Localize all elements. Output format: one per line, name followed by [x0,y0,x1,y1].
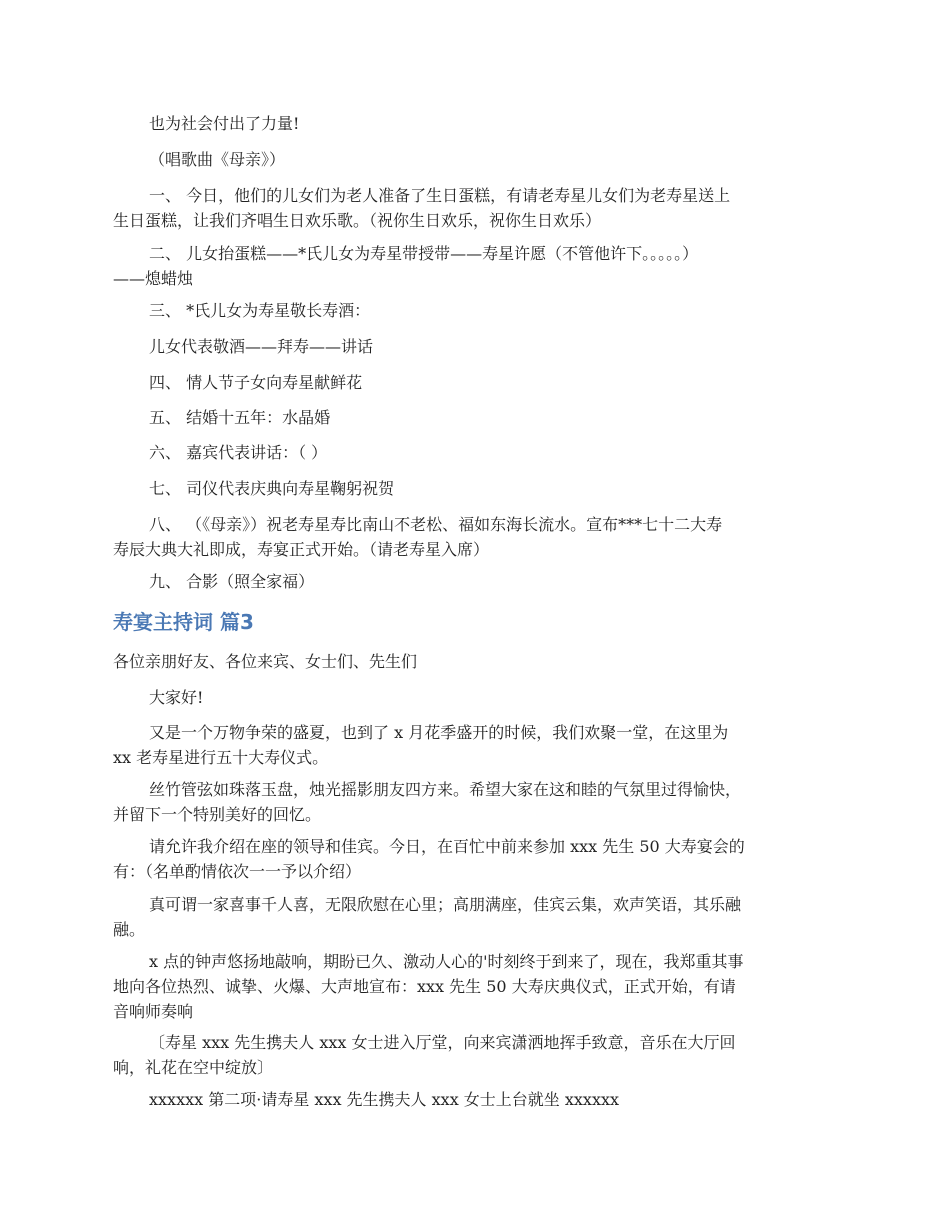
paragraph [113,834,841,884]
text-line: 大家好! [149,688,204,707]
text-line: 音响师奏响 [113,1002,194,1021]
text-line: 响，礼花在空中绽放〕 [113,1058,274,1077]
paragraph [113,512,841,562]
text-line: （唱歌曲《母亲》） [149,150,286,169]
paragraph [113,777,841,827]
paragraph [113,370,841,395]
text-line: 儿女代表敬酒——拜寿——讲话 [149,337,374,356]
text-line: 各位亲朋好友、各位来宾、女士们、先生们 [113,652,418,671]
section-heading: 寿宴主持词 篇3 [113,610,254,634]
text-line: 八、 （《母亲》）祝老寿星寿比南山不老松、福如东海长流水。宣布***七十二大寿 [149,515,723,534]
text-line: 五、 结婚十五年：水晶婚 [149,408,331,427]
text-line: 并留下一个特别美好的回忆。 [113,805,322,824]
text-line: 〔寿星 xxx 先生携夫人 xxx 女士进入厅堂，向来宾潇洒地挥手致意，音乐在大厅回 [149,1033,736,1052]
paragraph [113,1087,841,1112]
paragraph [113,440,841,465]
text-line: x 点的钟声悠扬地敲响，期盼已久、激动人心的'时刻终于到来了，现在，我郑重其事 [149,952,744,971]
paragraph [113,183,841,233]
text-line: 真可谓一家喜事千人喜，无限欣慰在心里；高朋满座，佳宾云集，欢声笑语，其乐融 [149,895,742,914]
paragraph [113,111,841,136]
paragraph [113,892,841,942]
text-line: 寿辰大典大礼即成，寿宴正式开始。（请老寿星入席） [113,540,490,559]
paragraph [113,298,841,323]
text-line: 生日蛋糕，让我们齐唱生日欢乐歌。（祝你生日欢乐，祝你生日欢乐） [113,211,602,230]
text-line: 丝竹管弦如珠落玉盘，烛光摇影朋友四方来。希望大家在这和睦的气氛里过得愉快， [149,780,742,799]
paragraph [113,649,841,674]
text-line: 三、 *氏儿女为寿星敬长寿酒： [149,301,371,320]
text-line: 又是一个万物争荣的盛夏，也到了 x 月花季盛开的时候，我们欢聚一堂，在这里为 [149,723,729,742]
paragraph [113,720,841,770]
paragraph [113,569,841,594]
text-line: 有：（名单酌情依次一一予以介绍） [113,862,362,881]
text-line: ——熄蜡烛 [113,269,194,288]
paragraph [113,147,841,172]
paragraph [113,1030,841,1080]
paragraph [113,685,841,710]
text-line: xxxxxx 第二项·请寿星 xxx 先生携夫人 xxx 女士上台就坐 xxxxxx [149,1090,620,1109]
text-line: 二、 儿女抬蛋糕——*氏儿女为寿星带授带——寿星许愿（不管他许下。。。。。） [149,244,699,263]
text-line: 融。 [113,920,146,939]
text-line: 请允许我介绍在座的领导和佳宾。今日，在百忙中前来参加 xxx 先生 50 大寿宴会的 [149,837,745,856]
text-line: 也为社会付出了力量! [149,114,300,133]
paragraph [113,949,841,1024]
paragraph [113,334,841,359]
text-line: 四、 情人节子女向寿星献鲜花 [149,373,363,392]
text-line: 七、 司仪代表庆典向寿星鞠躬祝贺 [149,479,395,498]
paragraph [113,476,841,501]
text-line: 九、 合影（照全家福） [149,572,315,591]
text-line: xx 老寿星进行五十大寿仪式。 [113,748,329,767]
paragraph [113,405,841,430]
text-line: 六、 嘉宾代表讲话：（ ） [149,443,328,462]
text-line: 地向各位热烈、诚挚、火爆、大声地宣布：xxx 先生 50 大寿庆典仪式，正式开始，有请 [113,977,736,996]
text-line: 一、 今日，他们的儿女们为老人准备了生日蛋糕，有请老寿星儿女们为老寿星送上 [149,186,731,205]
paragraph [113,241,841,291]
